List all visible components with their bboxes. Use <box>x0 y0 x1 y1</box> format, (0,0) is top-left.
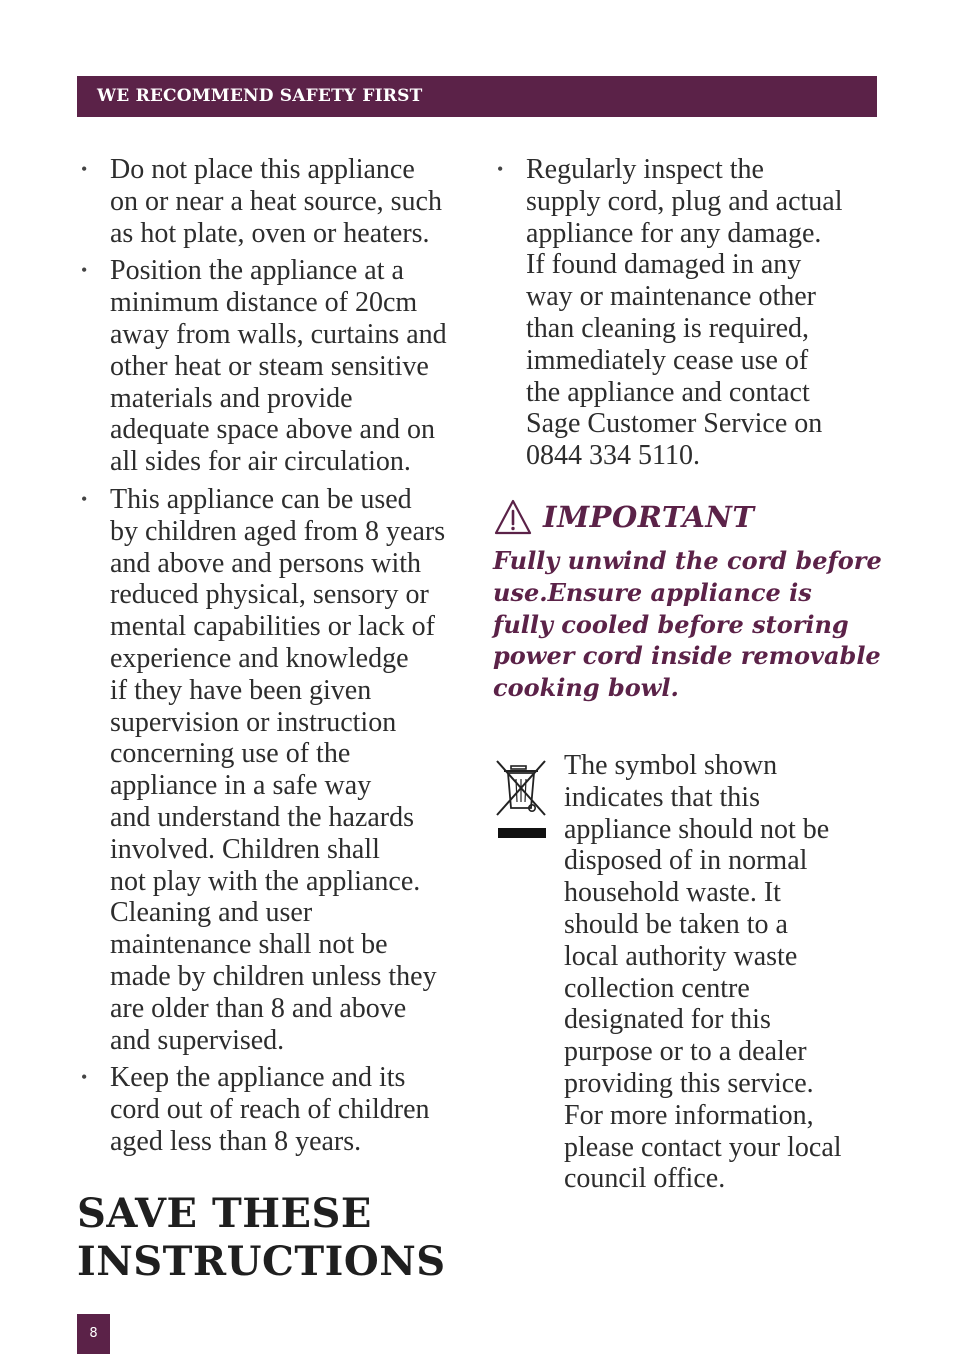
bullet-dot: • <box>81 488 88 509</box>
crossed-out-wheelie-bin-icon <box>494 758 550 842</box>
list-item-text: Position the appliance at a minimum distance of 20cm away from walls, curtains and other heat or steam sensitive materials and provide adequate space above and on all sides for air circulation. <box>110 255 447 478</box>
warning-triangle-icon <box>493 498 533 536</box>
list-item <box>77 154 467 249</box>
list-item-text: Keep the appliance and its cord out of reach of children aged less than 8 years. <box>110 1062 430 1157</box>
important-title: IMPORTANT <box>543 500 755 534</box>
list-item <box>77 255 467 478</box>
important-heading <box>493 492 883 542</box>
bullet-dot: • <box>81 159 88 179</box>
right-column <box>493 154 878 478</box>
list-item-text: Regularly inspect the supply cord, plug and actual appliance for any damage. If found damaged in any way or maintenance other than cleaning is required, immediately cease use of the appliance and contact Sage Customer Service on 0844 334 5110. <box>526 154 843 472</box>
list-item <box>493 154 878 472</box>
page-number: 8 <box>77 1314 110 1354</box>
bullet-dot: • <box>497 159 504 179</box>
left-column <box>77 154 467 1164</box>
important-body: Fully unwind the cord before use.Ensure appliance is fully cooled before storing power cord inside removable cooking bowl. <box>493 546 882 703</box>
bullet-dot: • <box>81 260 88 281</box>
list-item-text: Do not place this appliance on or near a heat source, such as hot plate, oven or heaters. <box>110 154 442 249</box>
disposal-text: The symbol shown indicates that this appliance should not be disposed of in normal household waste. It should be taken to a local authority waste collection centre designated for this purpose or to a dealer providing this service. For more information, please contact your local council office. <box>564 750 842 1195</box>
list-item <box>77 484 467 1056</box>
section-banner: WE RECOMMEND SAFETY FIRST <box>77 76 877 117</box>
list-item-text: This appliance can be used by children aged from 8 years and above and persons with reduced physical, sensory or mental capabilities or lack of experience and knowledge if they have been given supervision or instruction concerning use of the appliance in a safe way and understand the hazards involved. Children shall not play with the appliance. Cleaning and user maintenance shall not be made by children unless they are older than 8 and above and supervised. <box>110 483 446 1056</box>
save-instructions-title: SAVE THESE INSTRUCTIONS <box>77 1190 446 1285</box>
list-item <box>77 1062 467 1157</box>
important-notice <box>493 492 883 704</box>
bullet-dot: • <box>81 1067 88 1088</box>
